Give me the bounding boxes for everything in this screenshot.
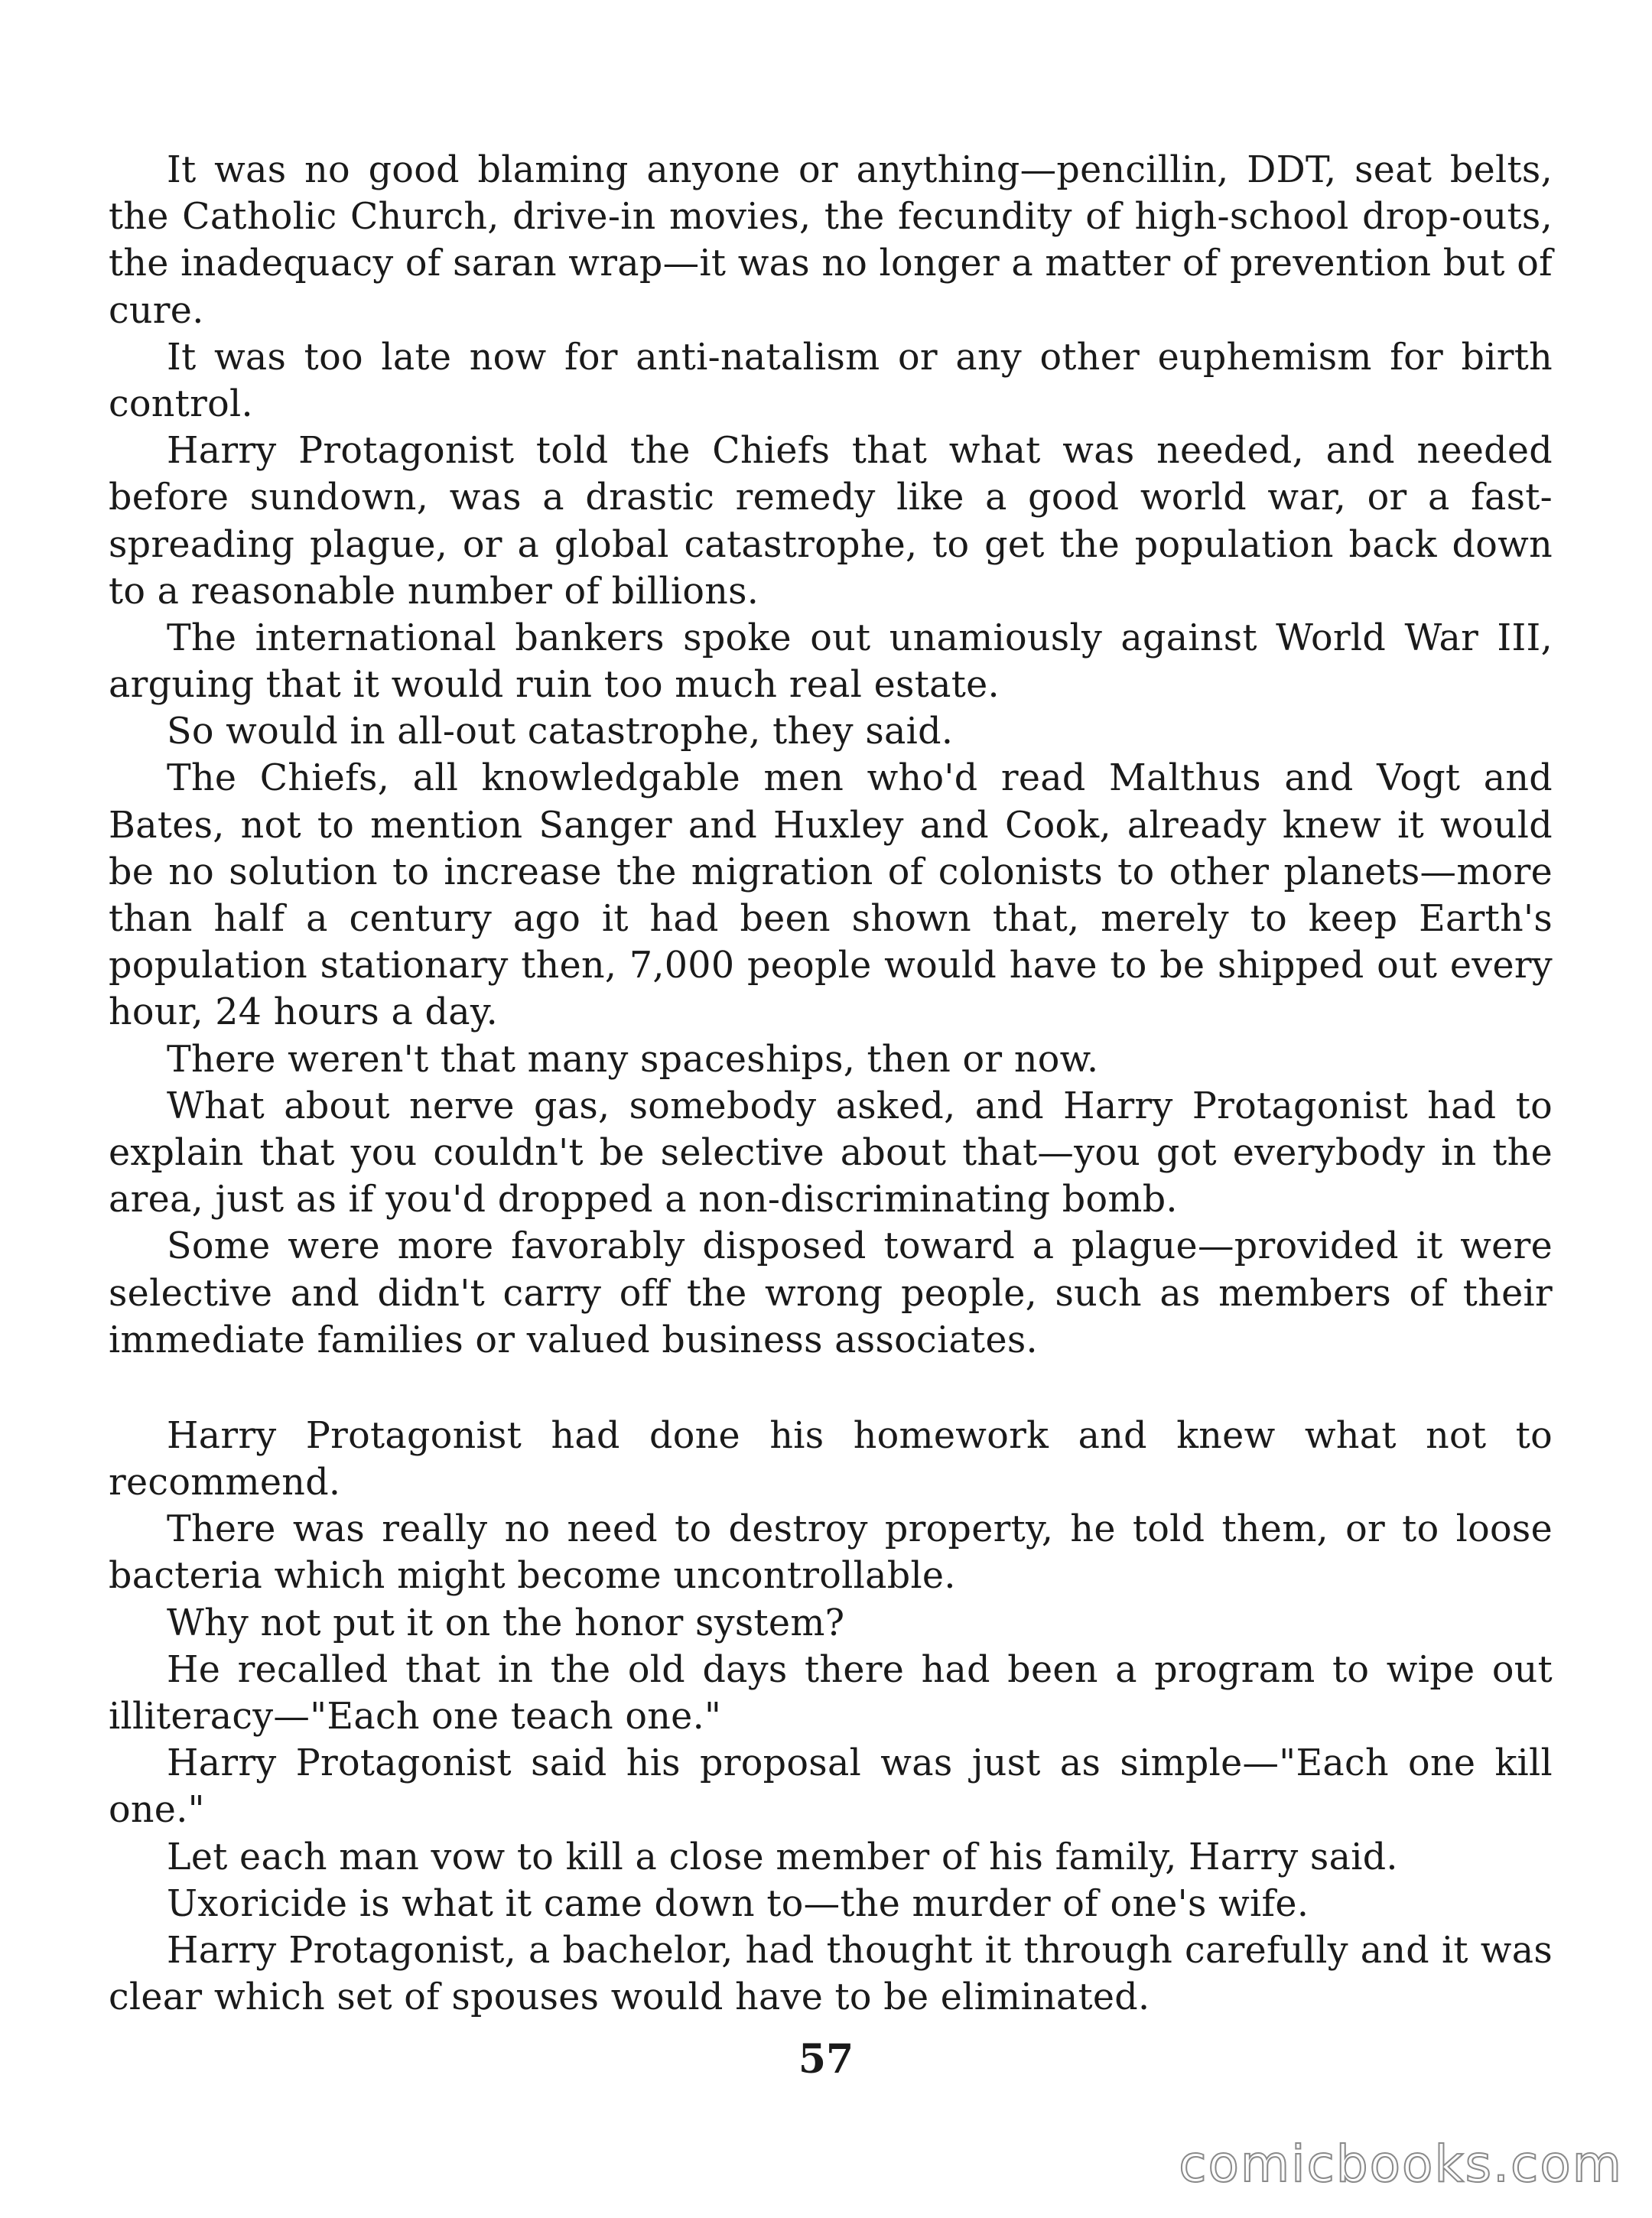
paragraph: It was too late now for anti-natalism or any other euphemism for birth control. [109, 336, 1553, 425]
paragraph: So would in all-out catastrophe, they said. [167, 711, 954, 753]
paragraph: Harry Protagonist had done his homework and knew what not to recommend. [109, 1414, 1553, 1504]
watermark-logo: comicbooks.com [1179, 2135, 1623, 2194]
paragraph: He recalled that in the old days there had been a program to wipe out illiteracy—"Each one teach one." [109, 1648, 1553, 1738]
paragraph: Why not put it on the honor system? [167, 1602, 845, 1644]
page-number: 57 [798, 2036, 854, 2083]
paragraph: The international bankers spoke out unamiously against World War III, arguing that it would ruin too much real estate. [109, 616, 1553, 707]
paragraph: The Chiefs, all knowledgable men who'd read Malthus and Vogt and Bates, not to mention Sanger and Huxley and Cook, already knew it would be no solution to increase the migration of colonists to other planets—more than half a century ago it had been shown that, merely to keep Earth's population stationary then, 7,000 people would have to be shipped out every hour, 24 hours a day. [109, 757, 1553, 1034]
paragraph: Let each man vow to kill a close member of his family, Harry said. [167, 1836, 1398, 1878]
paragraph: There weren't that many spaceships, then or now. [167, 1038, 1099, 1081]
body-text [109, 147, 1553, 2021]
paragraph: Some were more favorably disposed toward a plague—provided it were selective and didn't carry off the wrong people, such as members of their immediate families or valued business associates. [109, 1225, 1553, 1361]
paragraph: It was no good blaming anyone or anything—pencillin, DDT, seat belts, the Catholic Church, drive-in movies, the fecundity of high-school drop-outs, the inadequacy of saran wrap—it was no longer a matter of prevention but of cure. [109, 149, 1553, 332]
paragraph: Uxoricide is what it came down to—the murder of one's wife. [167, 1882, 1309, 1925]
paragraph: Harry Protagonist, a bachelor, had thought it through carefully and it was clear which set of spouses would have to be eliminated. [109, 1929, 1553, 2019]
paragraph: Harry Protagonist said his proposal was just as simple—"Each one kill one." [109, 1742, 1553, 1832]
paragraph: Harry Protagonist told the Chiefs that what was needed, and needed before sundown, was a drastic remedy like a good world war, or a fast-spreading plague, or a global catastrophe, to get the population back down to a reasonable number of billions. [109, 430, 1553, 613]
paragraph: What about nerve gas, somebody asked, and Harry Protagonist had to explain that you couldn't be selective about that—you got everybody in the area, just as if you'd dropped a non-discriminating bomb. [109, 1085, 1553, 1221]
paragraph: There was really no need to destroy property, he told them, or to loose bacteria which might become uncontrollable. [109, 1508, 1553, 1598]
